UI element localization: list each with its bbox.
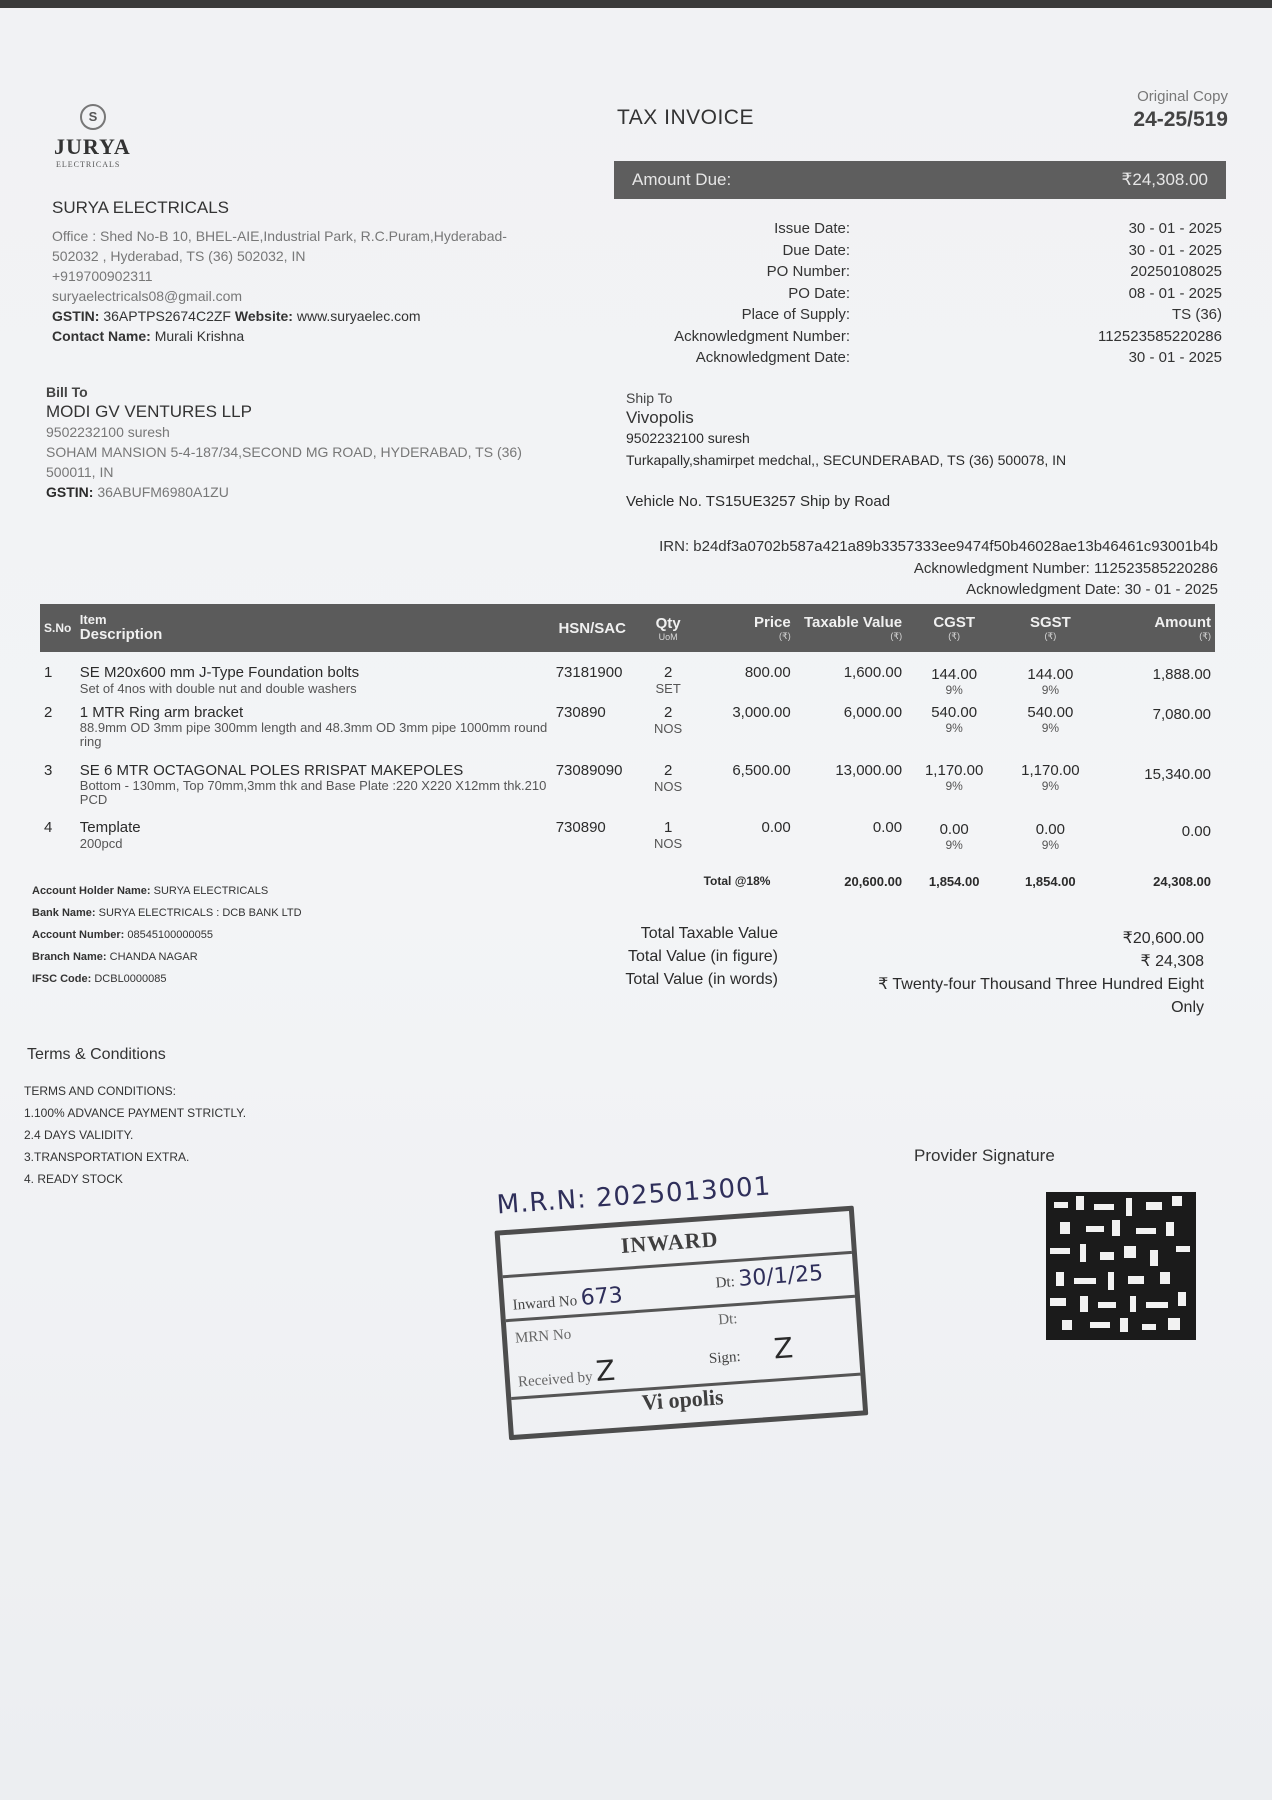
amount-due-value: ₹24,308.00 [1121,170,1208,189]
bill-to-gstin: 36ABUFM6980A1ZU [97,484,229,500]
stamp-date-line [715,1261,824,1293]
header-amount [1098,604,1215,652]
seller-gstin-line [52,306,612,326]
meta-label: Due Date: [782,241,850,259]
header-sn: S.No [44,621,72,635]
stamp-sign-value: Z [772,1331,795,1366]
inward-stamp [482,1165,879,1441]
row-price: 3,000.00 [732,704,791,721]
header-qty-unit: UoM [658,631,678,642]
row-uom: SET [655,681,681,696]
irn-line: IRN: b24df3a0702b587a421a89b3357333ee9474f50b46028ae13b46461c93001b4b [659,538,1218,555]
row-price: 0.00 [761,819,791,836]
row-cgst-rate: 9% [945,683,963,697]
bank-account-label: Account Number: [32,929,125,941]
seller-contact: Murali Krishna [154,328,245,344]
row-item-name: Template [79,819,141,836]
table-row [40,819,1215,874]
row-item-desc: 200pcd [79,836,123,851]
irn-block [659,536,1218,601]
ship-to-address: Turkapally,shamirpet medchal,, SECUNDERABAD, TS (36) 500078, IN [626,452,1067,468]
total-label: Total [703,874,732,888]
meta-label: PO Number: [766,263,850,280]
bank-branch: CHANDA NAGAR [109,951,198,963]
stamp-company: Vi opolis [640,1384,725,1415]
header-taxable [795,604,906,652]
total-amount: 24,308.00 [1153,874,1211,889]
row-cgst-rate: 9% [945,838,963,852]
invoice-number: 24-25/519 [1133,108,1228,131]
header-price [704,604,795,652]
bill-to-address-2: 500011, IN [46,464,114,480]
row-cgst-value: 0.00 [939,821,969,838]
bank-ifsc-line [32,968,452,990]
summary-labels [560,922,778,991]
row-item-name: SE M20x600 mm J-Type Foundation bolts [79,664,360,681]
header-amount-label: Amount [1154,614,1211,631]
vehicle-info: Vehicle No. TS15UE3257 Ship by Road [626,493,891,510]
total-sgst: 1,854.00 [1025,874,1076,889]
row-item-name: 1 MTR Ring arm bracket [79,704,244,721]
seller-gstin: 36APTPS2674C2ZF [103,308,231,324]
bank-name-line [32,902,452,924]
row-cgst-value: 144.00 [931,666,978,683]
header-taxable-unit: (₹) [890,631,903,641]
table-row [40,704,1215,762]
row-item [76,819,552,874]
bank-name-label: Bank Name: [32,907,96,919]
row-taxable: 6,000.00 [843,704,903,721]
stamp-received-value: Z [594,1353,617,1388]
row-hsn: 73089090 [555,762,623,779]
terms-line: 4. READY STOCK [24,1172,123,1186]
ship-to-label: Ship To [626,390,673,406]
row-item-desc: Set of 4nos with double nut and double washers [79,681,357,696]
header-taxable-label: Taxable Value [803,614,903,631]
total-cgst: 1,854.00 [928,874,980,889]
row-sgst-value: 1,170.00 [1021,762,1080,779]
row-cgst [906,652,1002,704]
header-sgst-unit: (₹) [1044,631,1057,641]
row-sn: 1 [44,664,53,681]
row-cgst-value: 540.00 [931,704,978,721]
row-hsn: 73181900 [555,664,623,681]
bill-to-address-1: SOHAM MANSION 5-4-187/34,SECOND MG ROAD, HYDERABAD, TS (36) [46,444,522,460]
bank-account: 08545100000055 [127,929,213,941]
stamp-inward-no-value: 673 [579,1283,624,1311]
qr-code-icon [1046,1192,1196,1340]
total-taxable: 20,600.00 [844,874,903,889]
stamp-received-line [517,1354,617,1394]
terms-list [24,1080,246,1190]
bank-ifsc: DCBL0000085 [94,973,167,985]
seller-website-label: Website: [234,308,293,324]
row-item [76,762,552,819]
summary-taxable-value: ₹20,600.00 [1122,930,1204,947]
header-cgst [906,604,1002,652]
header-qty-label: Qty [655,614,681,632]
irn-ack-date: Acknowledgment Date: 30 - 01 - 2025 [966,581,1218,598]
row-qty [633,704,704,762]
summary-values [800,927,1204,1019]
header-item-label: Item [79,612,107,627]
summary-figure-label: Total Value (in figure) [628,948,778,965]
invoice-meta-values [1000,218,1222,369]
row-sgst-value: 540.00 [1027,704,1074,721]
meta-label: PO Date: [788,284,850,302]
meta-label: Issue Date: [774,220,850,237]
seller-contact-line [52,326,612,346]
row-amount: 7,080.00 [1152,706,1211,723]
terms-line: 3.TRANSPORTATION EXTRA. [24,1150,190,1164]
row-hsn: 730890 [555,819,606,836]
bank-holder-label: Account Holder Name: [32,885,151,897]
stamp-box [495,1206,869,1441]
header-sgst [1002,604,1098,652]
row-sgst-rate: 9% [1041,838,1060,852]
bank-name: SURYA ELECTRICALS : DCB BANK LTD [98,907,302,919]
row-amount: 0.00 [1181,823,1211,840]
header-amount-unit: (₹) [1199,631,1211,641]
stamp-sign-label: Sign: [708,1348,742,1368]
stamp-inward-no-label: Inward No [512,1293,578,1314]
table-row [40,652,1215,704]
row-cgst-value: 1,170.00 [924,762,984,779]
terms-line: 2.4 DAYS VALIDITY. [24,1128,134,1142]
row-item [76,704,552,762]
header-sgst-label: SGST [1029,614,1071,631]
summary-words-value-1: ₹ Twenty-four Thousand Three Hundred Eight [878,976,1204,993]
bill-to-gstin-label: GSTIN: [46,484,94,500]
seller-contact-label: Contact Name: [52,328,151,344]
bill-to-name: MODI GV VENTURES LLP [46,402,252,421]
logo-wordmark: JURYA [54,134,131,159]
total-rate: @18% [734,874,771,888]
meta-value: 20250108025 [1130,263,1222,280]
row-qty [633,762,704,819]
row-hsn: 730890 [555,704,606,721]
row-item [76,652,552,704]
header-description-label: Description [79,626,163,643]
bill-to-label: Bill To [46,384,88,400]
row-amount: 1,888.00 [1152,666,1211,683]
meta-value: 112523585220286 [1097,327,1222,345]
row-sgst-rate: 9% [1041,721,1060,735]
header-cgst-unit: (₹) [948,631,961,641]
table-row [40,762,1215,819]
summary-words-label: Total Value (in words) [625,971,778,988]
row-qty-value: 1 [663,819,673,836]
row-qty [633,819,704,874]
summary-words-value-2: Only [1171,999,1204,1016]
meta-value: 30 - 01 - 2025 [1128,349,1222,366]
document-title: TAX INVOICE [617,106,754,129]
stamp-date-value: 30/1/25 [737,1260,824,1292]
row-taxable: 0.00 [872,819,903,836]
seller-website: www.suryaelec.com [296,308,421,324]
row-price: 6,500.00 [732,762,791,779]
summary-taxable-label: Total Taxable Value [640,925,778,942]
terms-line: TERMS AND CONDITIONS: [24,1084,177,1098]
stamp-inward-no-line [512,1283,624,1316]
summary-figure-value: ₹ 24,308 [1140,953,1204,970]
bill-to-contact: 9502232100 suresh [46,424,170,440]
meta-value: 30 - 01 - 2025 [1128,220,1222,237]
row-sgst-rate: 9% [1041,683,1060,697]
stamp-received-label: Received by [517,1369,594,1391]
row-cgst [906,819,1002,874]
row-cgst [906,762,1002,819]
meta-label: Place of Supply: [741,306,850,323]
bank-holder-line [32,880,452,902]
row-price: 800.00 [744,664,791,681]
row-uom: NOS [654,836,683,851]
seller-name: SURYA ELECTRICALS [52,198,229,217]
bill-to-gstin-line [46,482,606,502]
bank-branch-label: Branch Name: [32,951,107,963]
invoice-meta-labels [600,218,850,369]
row-sgst-value: 0.00 [1035,821,1065,838]
logo-icon: S [80,104,106,130]
amount-due-bar [614,161,1226,199]
ship-to-block [626,390,1246,512]
row-cgst-rate: 9% [945,779,963,793]
stamp-title: INWARD [619,1226,720,1258]
seller-address-1: Office : Shed No-B 10, BHEL-AIE,Industrial Park, R.C.Puram,Hyderabad- [52,228,507,244]
amount-due-label: Amount Due: [632,170,732,189]
row-sn: 3 [44,762,53,779]
row-qty [633,652,704,704]
header-qty [633,604,704,652]
bank-ifsc-label: IFSC Code: [32,973,92,985]
row-sgst [1002,652,1098,704]
ship-to-contact: 9502232100 suresh [626,430,750,446]
header-price-unit: (₹) [778,631,791,641]
row-uom: NOS [654,721,683,736]
terms-line: 1.100% ADVANCE PAYMENT STRICTLY. [24,1106,247,1120]
seller-details [52,226,612,346]
header-cgst-label: CGST [933,614,975,631]
top-edge [0,0,1272,8]
row-sn: 2 [44,704,53,721]
seller-gstin-label: GSTIN: [52,308,100,324]
items-table [40,604,1215,889]
meta-value: 08 - 01 - 2025 [1128,284,1222,302]
row-amount: 15,340.00 [1144,766,1211,783]
stamp-date2-label: Dt: [717,1311,738,1329]
row-sgst-rate: 9% [1041,779,1060,793]
row-cgst [906,704,1002,762]
meta-label: Acknowledgment Date: [695,349,850,366]
bank-details [32,880,452,990]
stamp-mrn-label: MRN No [514,1326,572,1347]
stamp-mrn-handwritten: M.R.N: 2025013001 [495,1171,773,1221]
row-sgst [1002,704,1098,762]
seller-phone: +919700902311 [52,268,153,284]
row-sgst [1002,762,1098,819]
row-item-name: SE 6 MTR OCTAGONAL POLES RRISPAT MAKEPOLES [79,762,464,779]
row-qty-value: 2 [663,664,673,681]
terms-heading: Terms & Conditions [27,1046,166,1063]
row-sgst [1002,819,1098,874]
meta-value: 30 - 01 - 2025 [1128,241,1222,259]
row-taxable: 1,600.00 [843,664,903,681]
irn-ack-number: Acknowledgment Number: 112523585220286 [913,559,1218,577]
ship-to-name: Vivopolis [626,408,694,427]
stamp-sign-line [707,1331,794,1370]
header-hsn: HSN/SAC [558,619,626,637]
row-sn: 4 [44,819,53,836]
row-taxable: 13,000.00 [835,762,903,779]
table-header-row [40,604,1215,652]
meta-label: Acknowledgment Number: [674,327,850,345]
stamp-date-label: Dt: [715,1274,736,1292]
seller-address-2: 502032 , Hyderabad, TS (36) 502032, IN [52,248,306,264]
bank-branch-line [32,946,452,968]
logo-subtitle: ELECTRICALS [56,160,121,169]
header-price-label: Price [754,614,791,631]
header-item [76,604,552,652]
bank-holder: SURYA ELECTRICALS [153,885,269,897]
row-sgst-value: 144.00 [1027,666,1074,683]
copy-label: Original Copy [1137,88,1228,105]
row-qty-value: 2 [663,762,673,779]
row-cgst-rate: 9% [945,721,963,735]
row-item-desc: Bottom - 130mm, Top 70mm,3mm thk and Base Plate :220 X220 X12mm thk.210 PCD [79,778,547,807]
bill-to-block [46,384,606,502]
seller-email: suryaelectricals08@gmail.com [52,288,243,304]
total-label-cell [704,874,795,889]
row-qty-value: 2 [663,704,673,721]
row-uom: NOS [654,779,683,794]
provider-signature-label: Provider Signature [914,1146,1055,1165]
meta-value: TS (36) [1171,306,1222,323]
bank-account-line [32,924,452,946]
row-item-desc: 88.9mm OD 3mm pipe 300mm length and 48.3mm OD 3mm pipe 1000mm round ring [79,720,548,749]
